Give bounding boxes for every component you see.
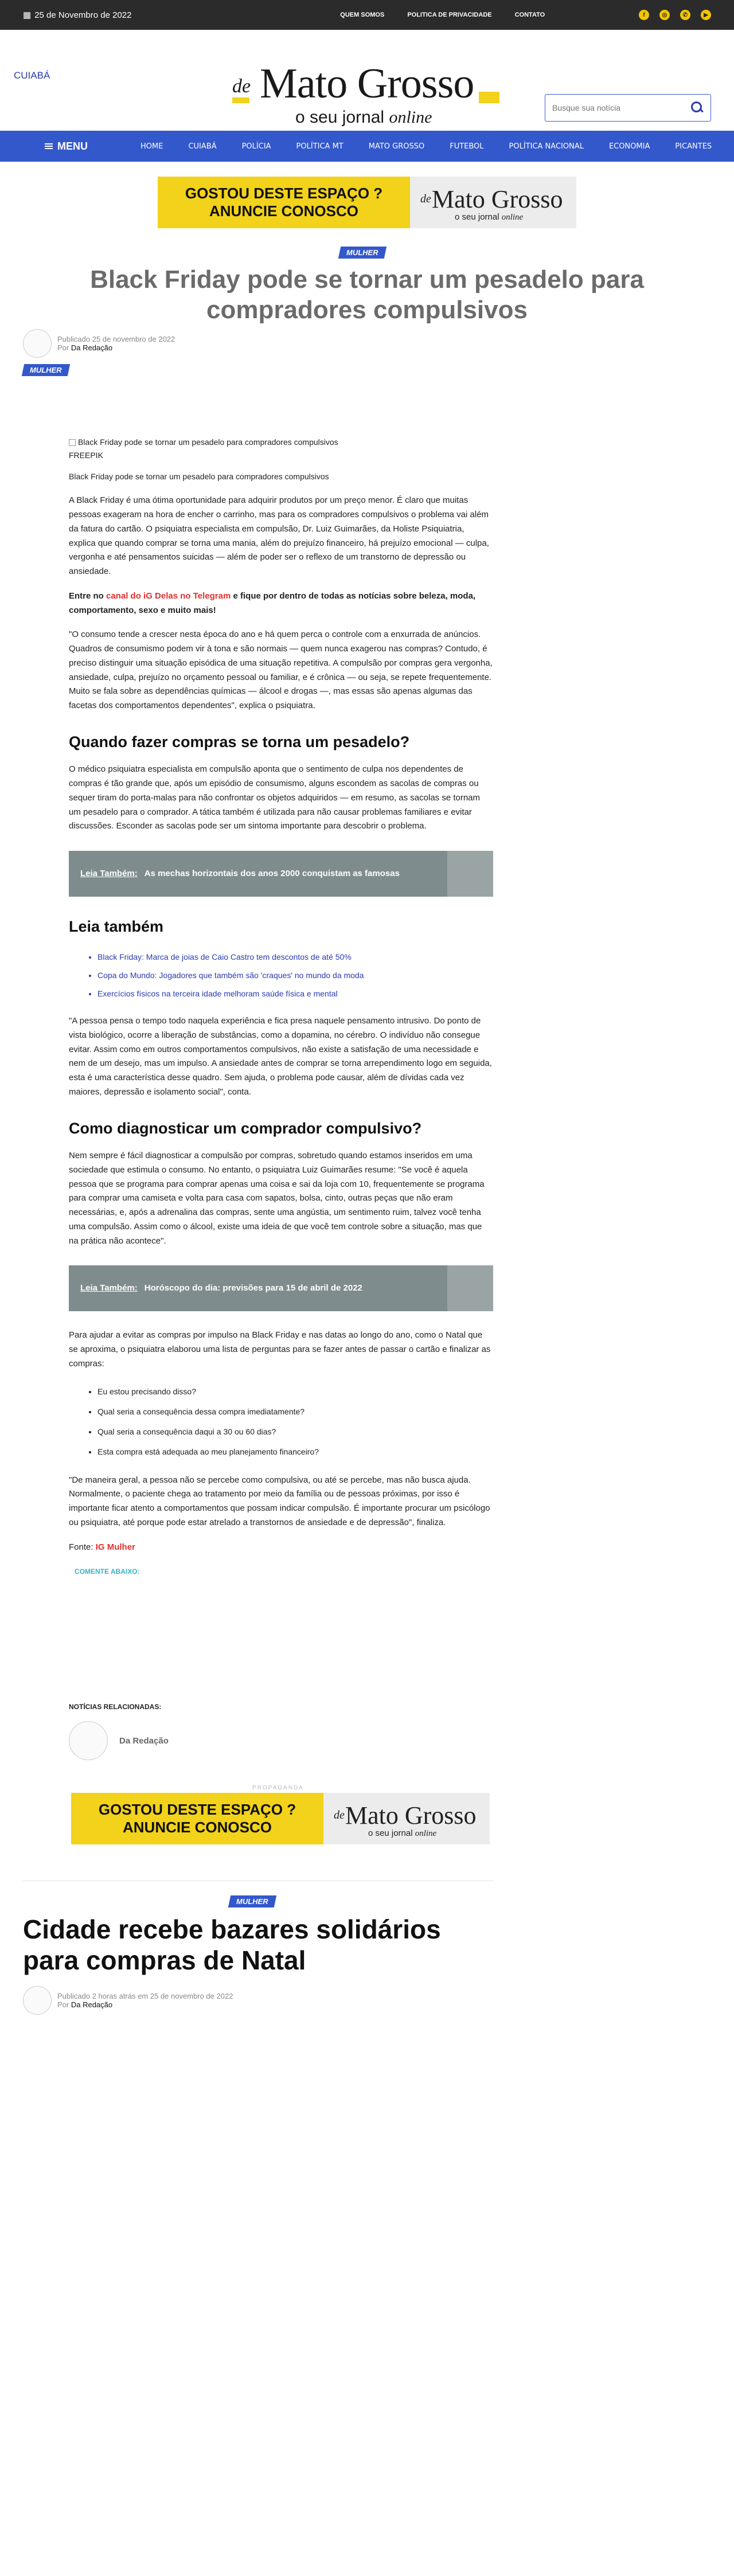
ad-brand-name: Mato Grosso xyxy=(345,1801,477,1830)
whatsapp-icon[interactable]: ✆ xyxy=(680,10,690,20)
image-icon xyxy=(69,439,76,446)
article-title: Black Friday pode se tornar um pesadelo para compradores compulsivos xyxy=(90,265,644,324)
questions-list xyxy=(97,1382,493,1462)
publish-date: Publicado 25 de novembro de 2022 xyxy=(57,335,175,343)
nav-item-economia[interactable]: ECONOMIA xyxy=(608,142,650,151)
nav-item-mato-grosso[interactable]: MATO GROSSO xyxy=(368,142,425,151)
ad-text xyxy=(158,177,410,228)
youtube-icon[interactable]: ▶ xyxy=(701,10,711,20)
logo-name: Mato Grosso xyxy=(260,60,474,107)
leia-heading: Leia também xyxy=(69,918,164,936)
question-item: • Qual seria a consequência daqui a 30 ou 60 dias? xyxy=(97,1422,493,1442)
top-links xyxy=(340,11,545,18)
top-bar xyxy=(0,0,734,30)
logo-accent xyxy=(232,97,249,103)
subheading-2: Como diagnosticar um comprador compulsivo? xyxy=(69,1119,422,1137)
search-box xyxy=(545,94,711,122)
category-badge-small[interactable]: MULHER xyxy=(23,364,69,376)
facebook-icon[interactable]: f xyxy=(639,10,649,20)
leia-label: Leia Também: xyxy=(80,868,138,878)
leia-link[interactable]: Copa do Mundo: Jogadores que também são 'craques' no mundo da moda xyxy=(97,970,364,980)
ad-brand-de: de xyxy=(420,193,431,205)
nav-item-picantes[interactable]: PICANTES xyxy=(675,142,712,151)
comment-link[interactable]: COMENTE ABAIXO: xyxy=(75,1568,140,1576)
ad-banner-top[interactable] xyxy=(158,177,576,228)
article-meta xyxy=(23,329,175,358)
broken-image xyxy=(69,436,493,449)
search-input[interactable] xyxy=(552,103,678,112)
article-image xyxy=(69,436,493,462)
leia-list xyxy=(97,948,493,1003)
leia-tambem-box-1[interactable] xyxy=(69,851,493,897)
leia-link[interactable]: Black Friday: Marca de joias de Caio Castro tem descontos de até 50% xyxy=(97,952,352,961)
ad-brand-name: Mato Grosso xyxy=(432,185,563,213)
nav-item-politica-mt[interactable]: POLÍTICA MT xyxy=(296,142,343,151)
ad-line-1: GOSTOU DESTE ESPAÇO ? xyxy=(185,185,383,202)
author-link[interactable]: Da Redação xyxy=(71,343,113,352)
nav-item-home[interactable]: HOME xyxy=(140,142,163,151)
site-logo[interactable] xyxy=(232,40,502,127)
link-privacidade[interactable]: POLITICA DE PRIVACIDADE xyxy=(407,11,492,18)
social-links xyxy=(639,10,711,20)
image-caption: Black Friday pode se tornar um pesadelo para compradores compulsivos xyxy=(69,472,329,482)
menu-button[interactable] xyxy=(45,140,88,153)
next-category-badge[interactable]: MULHER xyxy=(229,1895,275,1907)
city-label: CUIABÁ xyxy=(14,70,50,81)
next-article-title[interactable]: Cidade recebe bazares solidários para compras de Natal xyxy=(23,1914,441,1976)
source-line: Fonte: IG Mulher xyxy=(69,1542,135,1552)
current-date: 25 de Novembro de 2022 xyxy=(34,10,132,20)
logo-tagline: o seu jornal online xyxy=(295,108,432,127)
next-author-line: Por Da Redação xyxy=(57,2000,113,2009)
ad-label: PROPAGANDA xyxy=(252,1785,304,1791)
leia-title: Horóscopo do dia: previsões para 15 de abril de 2022 xyxy=(144,1283,362,1293)
telegram-link[interactable]: canal do iG Delas no Telegram xyxy=(106,591,231,601)
nav-list xyxy=(128,142,724,151)
telegram-cta: Entre no canal do iG Delas no Telegram e fique por dentro de todas as notícias sobre beleza, moda, comportamento, sexo e muito mais! xyxy=(69,591,476,615)
related-author[interactable] xyxy=(69,1721,169,1760)
ad-line-2: ANUNCIE CONOSCO xyxy=(209,202,358,220)
leia-arrow-area xyxy=(447,1265,493,1311)
paragraph-5: Nem sempre é fácil diagnosticar a compulsão por compras, sobretudo quando estamos inseridos em uma sociedade que estimula o consumo. No entanto, o psiquiatra Luiz Guimarães resume: "Se você é aquela pessoa que se programa para comprar apenas uma coisa e sai da loja com 10, frequentemente se programa para comprar uma camiseta e volta para casa com sapatos, bolsa, cinto, outras peças que não eram necessárias, e, após a adrenalina das compras, sente uma angústia, um sentimento ruim, talvez você tenha uma compulsão. Assim como o álcool, existe uma ideia de que você tem controle sobre a situação, mas que na prática não acontece". xyxy=(69,1151,485,1246)
ad-text xyxy=(71,1793,323,1844)
leia-link[interactable]: Exercícios físicos na terceira idade melhoram saúde física e mental xyxy=(97,989,338,998)
category-badge-top[interactable]: MULHER xyxy=(339,247,385,259)
hamburger-icon xyxy=(45,143,53,149)
leia-arrow-area xyxy=(447,851,493,897)
question-item: • Qual seria a consequência dessa compra imediatamente? xyxy=(97,1402,493,1422)
logo-de: de xyxy=(232,76,251,97)
main-nav xyxy=(0,131,734,162)
nav-item-cuiaba[interactable]: CUIABÁ xyxy=(188,142,217,151)
ad-line-2: ANUNCIE CONOSCO xyxy=(122,1819,272,1836)
ad-brand-de: de xyxy=(334,1809,345,1821)
ad-brand-tagline: o seu jornal online xyxy=(368,1828,437,1838)
paragraph-3: O médico psiquiatra especialista em compulsão aponta que o sentimento de culpa nos dependentes de compras é tão grande que, após um episódio de consumismo, alguns escondem as sacolas de compras ou sequer tiram do porta-malas para não confrontar os objetos adquiridos — em resumo, as sacolas se tornam um pesadelo para o comprador. A tática também é utilizada para não causar problemas familiares e evitar discussões. Esconder as sacolas pode ser um sintoma importante para descobrir o problema. xyxy=(69,764,481,831)
leia-title: As mechas horizontais dos anos 2000 conquistam as famosas xyxy=(144,868,400,878)
leia-label: Leia Também: xyxy=(80,1283,138,1293)
source-link[interactable]: IG Mulher xyxy=(95,1542,135,1552)
link-quem-somos[interactable]: QUEM SOMOS xyxy=(340,11,385,18)
article-body xyxy=(69,436,493,1579)
next-author-avatar[interactable] xyxy=(23,1986,52,2015)
ad-banner-bottom[interactable] xyxy=(71,1793,490,1844)
ad-brand xyxy=(410,177,576,228)
author-avatar[interactable] xyxy=(23,329,52,358)
date-display xyxy=(23,10,131,20)
ad-brand-tagline: o seu jornal online xyxy=(455,212,524,222)
paragraph-1: A Black Friday é uma ótima oportunidade para adquirir produtos por um preço menor. É claro que muitas pessoas exageram na hora de encher o carrinho, mas para os compradores compulsivos o problema vai além da fatura do cartão. O psiquiatra especialista em compulsão, Dr. Luiz Guimarães, da Holiste Psiquiatria, explica que quando comprar se torna uma mania, além do prejuízo financeiro, há prejuízo emocional — culpa, vergonha e até pensamentos suicidas — além de poder ser o reflexo de um transtorno de depressão ou ansiedade. xyxy=(69,495,489,577)
next-publish-date: Publicado 2 horas atrás em 25 de novembro de 2022 xyxy=(57,1992,233,2000)
next-article-meta xyxy=(23,1986,233,2015)
nav-item-futebol[interactable]: FUTEBOL xyxy=(450,142,484,151)
paragraph-4: "A pessoa pensa o tempo todo naquela experiência e fica presa naquele pensamento intrusivo. Do ponto de vista biológico, ocorre a liberação de substâncias, como a dopamina, no cérebro. O indivíduo não consegue evitar. Assim como em outros comportamentos compulsivos, não existe a satisfação de uma necessidade e nem de um desejo, mas um impulso. A ansiedade antes de comprar se torna arrependimento logo em seguida, esta é uma característica desse quadro. Sem ajuda, o problema pode causar, além de dívidas cada vez maiores, depressão e isolamento social", conta. xyxy=(69,1016,492,1097)
image-credit: FREEPIK xyxy=(69,451,103,460)
ad-brand xyxy=(323,1793,490,1844)
leia-tambem-box-2[interactable] xyxy=(69,1265,493,1311)
next-author-link[interactable]: Da Redação xyxy=(71,2000,113,2009)
nav-item-policia[interactable]: POLÍCIA xyxy=(241,142,271,151)
site-header xyxy=(0,30,734,131)
related-author-avatar xyxy=(69,1721,108,1760)
paragraph-7: "De maneira geral, a pessoa não se percebe como compulsiva, ou até se percebe, mas não busca ajuda. Normalmente, o paciente chega ao tratamento por meio da família ou de pessoas próximas, por isso é importante ficar atento a comportamentos que possam indicar compulsão. É importante procurar um psicólogo ou psiquiatra, até porque pode estar atrelado a transtornos de ansiedade e de depressão", finaliza. xyxy=(69,1475,490,1527)
related-author-name: Da Redação xyxy=(119,1735,169,1746)
question-item: • Eu estou precisando disso? xyxy=(97,1382,493,1402)
question-item: • Esta compra está adequada ao meu planejamento financeiro? xyxy=(97,1442,493,1462)
logo-accent-right xyxy=(479,92,499,103)
author-line: Por Da Redação xyxy=(57,343,113,352)
related-heading: NOTÍCIAS RELACIONADAS: xyxy=(69,1703,162,1711)
paragraph-6: Para ajudar a evitar as compras por impulso na Black Friday e nas datas ao longo do ano, como o Natal que se aproxima, o psiquiatra elaborou uma lista de perguntas para se fazer antes de passar o cartão e finalizar as compras: xyxy=(69,1330,491,1369)
image-alt-text: Black Friday pode se tornar um pesadelo para compradores compulsivos xyxy=(78,437,338,447)
paragraph-2: "O consumo tende a crescer nesta época do ano e há quem perca o controle com a enxurrada de anúncios. Quadros de consumismo podem vir à tona e são normais — quem nunca exagerou nas compras? Contudo, é preciso distinguir uma situação episódica de uma situação repetitiva. A compulsão por compras gera vergonha, ansiedade, culpa, prejuízo no orçamento pessoal ou familiar, e é crônica — ou seja, se repete frequentemente. Muito se fala sobre as dependências químicas — álcool e drogas —, mas essas são apenas algumas das facetas dos comportamentos dependentes", explica o psiquiatra. xyxy=(69,630,493,711)
nav-item-politica-nacional[interactable]: POLÍTICA NACIONAL xyxy=(509,142,584,151)
calendar-icon: ▦ xyxy=(23,10,32,20)
link-contato[interactable]: CONTATO xyxy=(514,11,545,18)
ad-line-1: GOSTOU DESTE ESPAÇO ? xyxy=(98,1801,296,1818)
instagram-icon[interactable]: ◎ xyxy=(659,10,670,20)
menu-label: MENU xyxy=(57,140,88,152)
subheading-1: Quando fazer compras se torna um pesadelo? xyxy=(69,733,410,750)
search-icon[interactable] xyxy=(691,101,704,114)
